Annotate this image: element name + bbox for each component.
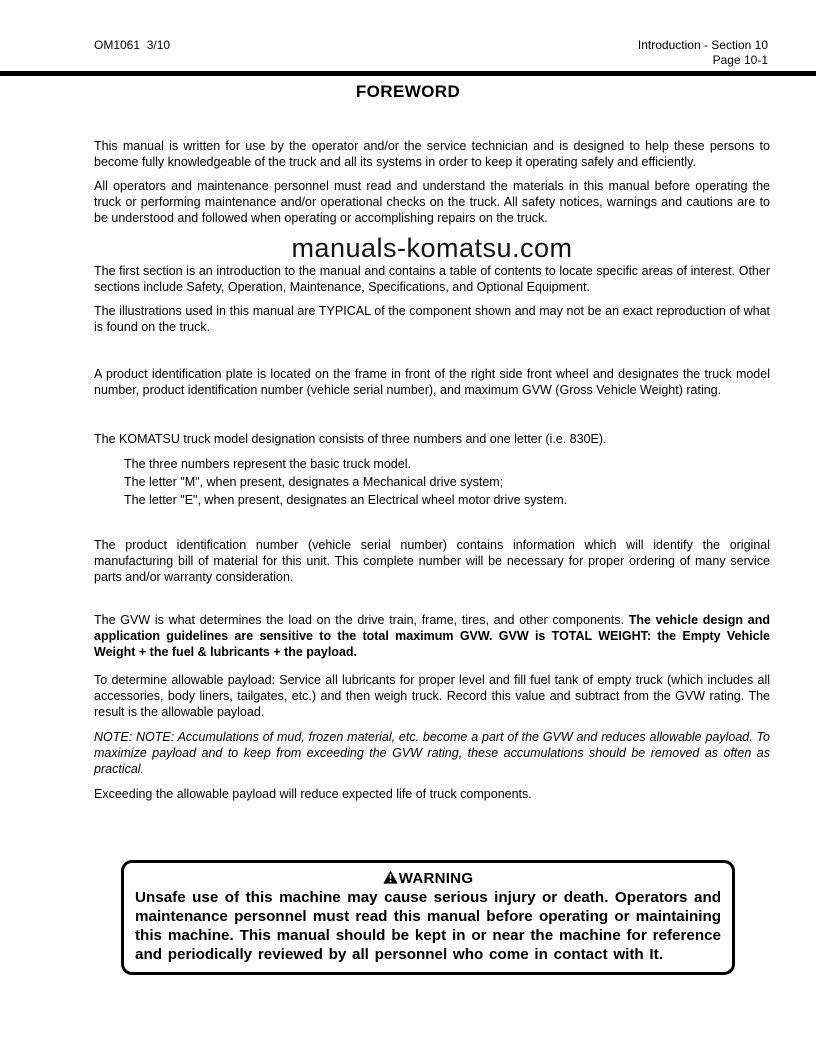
paragraph-sections-overview: The first section is an introduction to the manual and contains a table of contents to locate specific areas of interest. Other sections include Safety, Operation, Maintenance, Specifications, and Optional Equipment. xyxy=(94,264,770,294)
section-label: Introduction - Section 10 xyxy=(637,38,768,52)
gvw-bold-text: The vehicle design and application guidelines are sensitive to the total maximum GVW. GVW is TOTAL WEIGHT: the Empty Vehicle Weight + the fuel & lubricants + the payload. xyxy=(94,613,770,659)
paragraph-exceeding-payload: Exceeding the allowable payload will reduce expected life of truck components. xyxy=(94,787,532,801)
paragraph-read-understand: All operators and maintenance personnel must read and understand the materials in this manual before operating the truck or performing maintenance and/or operational checks on the truck. All safety notices, warnings and cautions are to be understood and followed when operating or accomplishing repairs on the truck. xyxy=(94,179,770,225)
header-right xyxy=(638,38,768,68)
paragraph-id-plate: A product identification plate is located on the frame in front of the right side front wheel and designates the truck model number, product identification number (vehicle serial number), and maximum GVW (Gross Vehicle Weight) rating. xyxy=(94,367,770,397)
paragraph-illustrations-typical: The illustrations used in this manual are TYPICAL of the component shown and may not be an exact reproduction of what is found on the truck. xyxy=(94,304,770,334)
paragraph-gvw xyxy=(94,612,770,660)
warning-message: Unsafe use of this machine may cause serious injury or death. Operators and maintenance personnel must read this manual before operating or maintaining this machine. This manual should be kept in or near the machine for reference and periodically reviewed by all personnel who come in contact with It. xyxy=(135,889,721,963)
page-title: FOREWORD xyxy=(355,82,461,101)
model-designation-item-letter-m: The letter "M", when present, designates a Mechanical drive system; xyxy=(124,475,504,489)
warning-triangle-icon xyxy=(383,870,399,887)
page-header xyxy=(0,0,816,68)
warning-box xyxy=(121,860,735,975)
document-code: OM1061 3/10 xyxy=(94,38,171,52)
watermark-text: manuals-komatsu.com xyxy=(291,233,573,263)
model-designation-item-letter-e: The letter "E", when present, designates an Electrical wheel motor drive system. xyxy=(124,493,568,507)
paragraph-manual-purpose: This manual is written for use by the operator and/or the service technician and is designed to help these persons to become fully knowledgeable of the truck and all its systems in order to keep it operating safely and efficiently. xyxy=(94,139,770,169)
paragraph-note-accumulations: NOTE: NOTE: Accumulations of mud, frozen material, etc. become a part of the GVW and reduces allowable payload. To maximize payload and to keep from exceeding the GVW rating, these accumulations should be removed as often as practical. xyxy=(94,730,770,776)
paragraph-serial-number: The product identification number (vehicle serial number) contains information which will identify the original manufacturing bill of material for this unit. This complete number will be necessary for proper ordering of many service parts and/or warranty consideration. xyxy=(94,538,770,584)
gvw-normal-text: The GVW is what determines the load on the drive train, frame, tires, and other components. xyxy=(94,613,629,627)
model-designation-item-numbers: The three numbers represent the basic truck model. xyxy=(124,457,411,471)
warning-header xyxy=(135,869,721,888)
page-content xyxy=(0,138,816,975)
paragraph-model-designation: The KOMATSU truck model designation consists of three numbers and one letter (i.e. 830E). xyxy=(94,432,607,446)
page-number: Page 10-1 xyxy=(712,53,768,67)
header-rule xyxy=(0,71,816,76)
paragraph-allowable-payload: To determine allowable payload: Service all lubricants for proper level and fill fuel tank of empty truck (which includes all accessories, body liners, tailgates, etc.) and then weigh truck. Record this value and subtract from the GVW rating. The result is the allowable payload. xyxy=(94,673,770,719)
warning-label: WARNING xyxy=(398,870,474,887)
